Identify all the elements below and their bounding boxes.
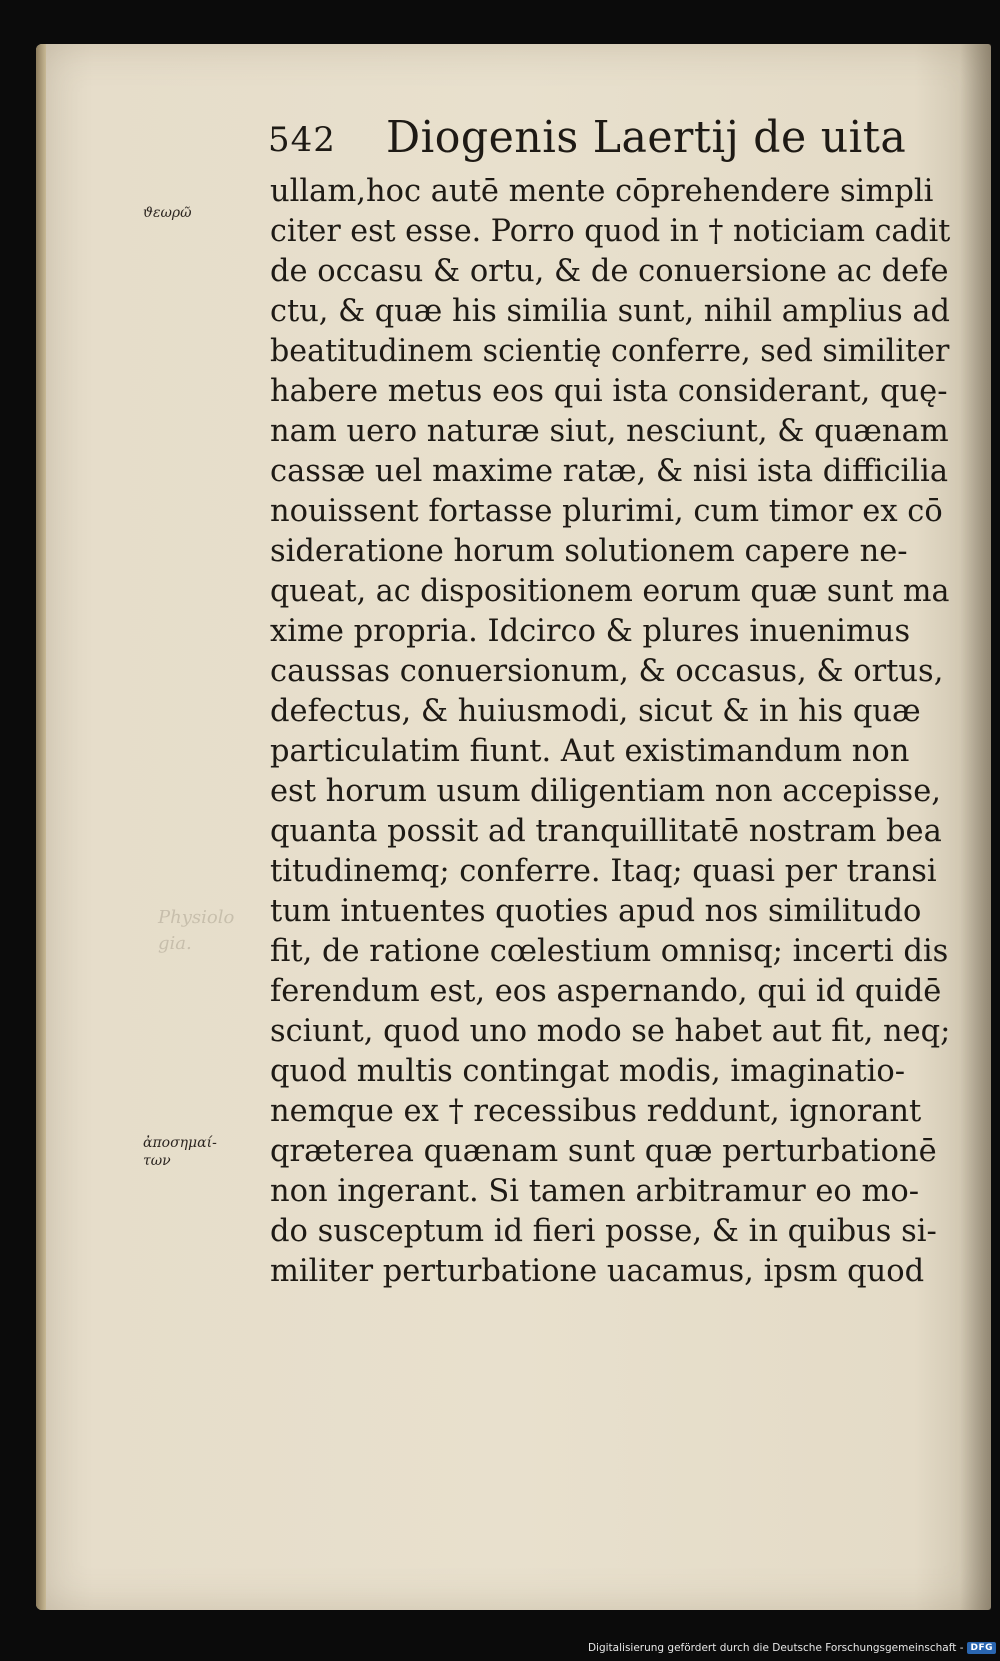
marginal-note-line: ἀποσημαί- xyxy=(143,1135,217,1151)
marginal-note-greek-2 xyxy=(143,1134,217,1170)
text-line: est horum usum diligentiam non accepisse, xyxy=(270,774,941,809)
text-line: xime propria. Idcirco & plures inuenimus xyxy=(270,614,911,649)
text-line: nouissent fortasse plurimi, cum timor ex cō xyxy=(270,494,943,529)
text-line: militer perturbatione uacamus, ipsm quod xyxy=(270,1254,925,1289)
text-line: quanta possit ad tranquillitatē nostram bea xyxy=(270,814,942,849)
text-line: sciunt, quod uno modo se habet aut fit, neq; xyxy=(270,1014,951,1049)
page-number: 542 xyxy=(268,120,336,160)
bleed-through-line: Physiolo xyxy=(158,907,235,928)
text-line: queat, ac dispositionem eorum quæ sunt ma xyxy=(270,574,950,609)
text-line: defectus, & huiusmodi, sicut & in his quæ xyxy=(270,694,921,729)
running-head xyxy=(268,112,908,172)
body-text xyxy=(270,172,950,1292)
marginal-note-greek: ϑεωρῶ xyxy=(143,205,192,221)
text-line: ullam,hoc autē mente cōprehendere simpli xyxy=(270,174,934,209)
bleed-through-line: gia. xyxy=(158,933,192,954)
text-line: titudinemq; conferre. Itaq; quasi per transi xyxy=(270,854,937,889)
text-line: tum intuentes quoties apud nos similitudo xyxy=(270,894,922,929)
digitization-credit xyxy=(588,1639,996,1657)
credit-text: Digitalisierung gefördert durch die Deutsche Forschungsgemeinschaft - xyxy=(587,1642,964,1654)
dfg-logo-icon: DFG xyxy=(967,1642,996,1654)
marginal-note-line: των xyxy=(143,1153,171,1169)
page-edge xyxy=(36,44,46,1610)
text-line: do susceptum id fieri posse, & in quibus si- xyxy=(270,1214,937,1249)
text-line: nemque ex † recessibus reddunt, ignorant xyxy=(270,1094,922,1129)
text-line: beatitudinem scientię conferre, sed similiter xyxy=(270,334,950,369)
text-line: sideratione horum solutionem capere ne- xyxy=(270,534,908,569)
text-line: fit, de ratione cœlestium omnisq; incerti dis xyxy=(270,934,949,969)
text-line: citer est esse. Porro quod in † noticiam cadit xyxy=(270,214,951,249)
text-line: particulatim fiunt. Aut existimandum non xyxy=(270,734,910,769)
text-line: ctu, & quæ his similia sunt, nihil amplius ad xyxy=(270,294,950,329)
text-line: qræterea quænam sunt quæ perturbationē xyxy=(270,1134,937,1169)
text-line: de occasu & ortu, & de conuersione ac defe xyxy=(270,254,949,289)
bleed-through-text xyxy=(158,905,234,957)
text-line: ferendum est, eos aspernando, qui id quidē xyxy=(270,974,942,1009)
text-line: non ingerant. Si tamen arbitramur eo mo- xyxy=(270,1174,920,1209)
gutter-shadow xyxy=(960,44,991,1610)
text-line: habere metus eos qui ista considerant, quę- xyxy=(270,374,948,409)
running-title: Diogenis Laertij de uita xyxy=(386,112,907,163)
text-line: caussas conuersionum, & occasus, & ortus, xyxy=(270,654,944,689)
text-line: cassæ uel maxime ratæ, & nisi ista difficilia xyxy=(270,454,948,489)
text-line: nam uero naturæ siut, nesciunt, & quænam xyxy=(270,414,949,449)
text-line: quod multis contingat modis, imaginatio- xyxy=(270,1054,906,1089)
